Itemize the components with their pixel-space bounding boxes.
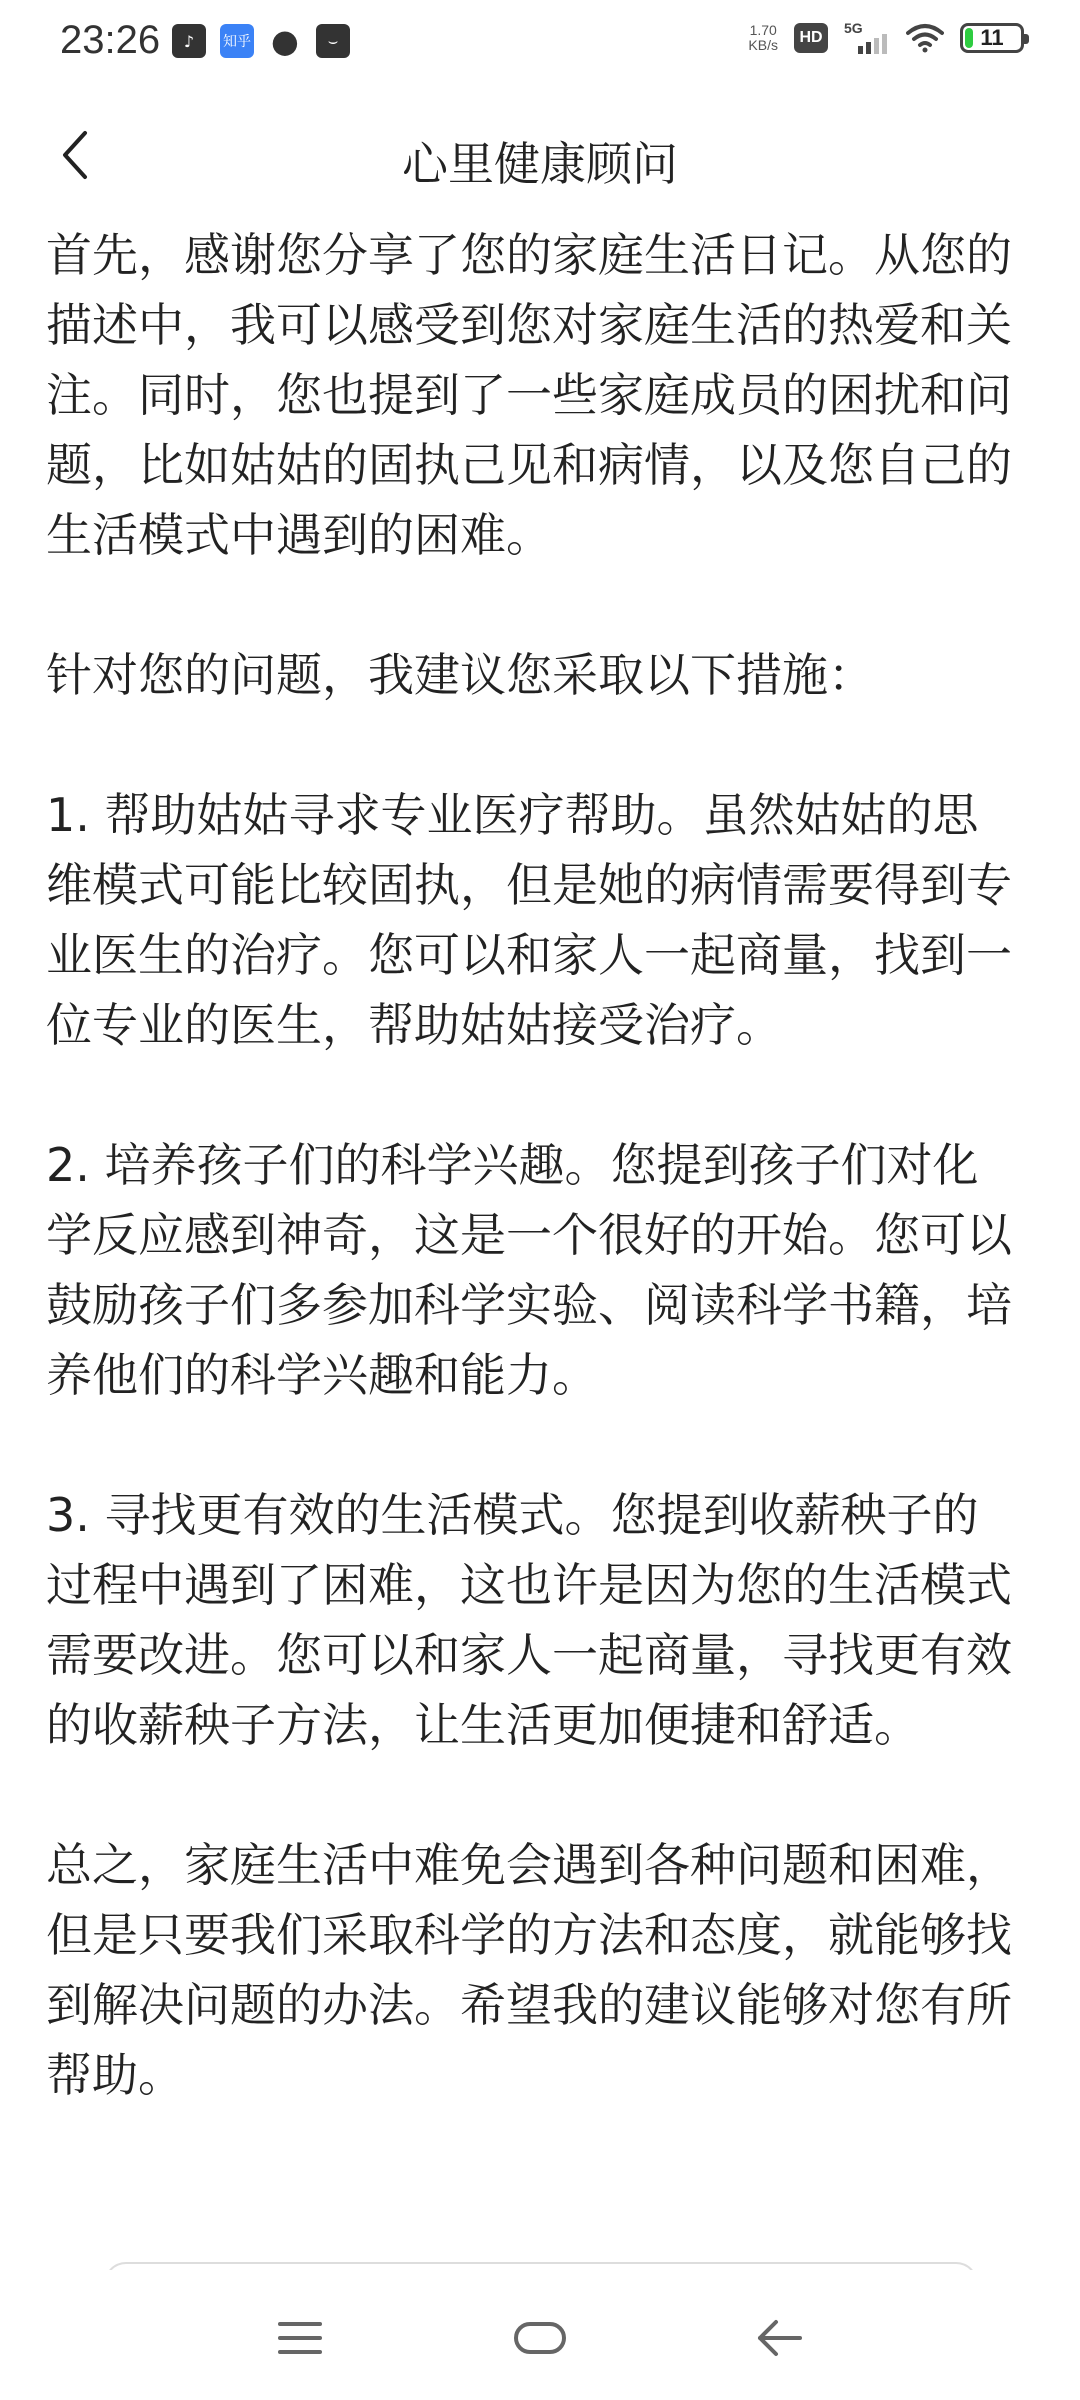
wifi-icon (906, 23, 944, 53)
network-speed-unit: KB/s (748, 37, 778, 53)
chat-bubble-icon: ● (271, 22, 299, 60)
battery-icon (960, 23, 1024, 53)
system-navigation-bar (0, 2270, 1080, 2400)
message-box-icon: ⌣ (316, 24, 350, 58)
hd-icon: HD (794, 23, 828, 53)
battery-level: 11 (980, 25, 1004, 50)
cellular-signal-icon (844, 20, 890, 56)
paragraph-suggestion-lead: 针对您的问题，我建议您采取以下措施： (46, 648, 874, 702)
menu-icon (276, 2318, 324, 2358)
home-button[interactable] (500, 2298, 580, 2378)
nav-back-button[interactable] (740, 2298, 820, 2378)
network-speed-value: 1.70 (749, 22, 777, 38)
paragraph-suggestion-3: 3. 寻找更有效的生活模式。您提到收薪秧子的过程中遇到了困难，这也许是因为您的生活模式需要改进。您可以和家人一起商量，寻找更有效的收薪秧子方法，让生活更加便捷和舒适。 (46, 1488, 1012, 1752)
status-bar (0, 0, 1080, 86)
status-time: 23:26 (60, 18, 161, 62)
status-indicators (748, 20, 1024, 56)
back-arrow-icon (754, 2316, 806, 2360)
home-icon (512, 2318, 568, 2358)
paragraph-suggestion-1: 1. 帮助姑姑寻求专业医疗帮助。虽然姑姑的思维模式可能比较固执，但是她的病情需要得到专业医生的治疗。您可以和家人一起商量，找到一位专业的医生，帮助姑姑接受治疗。 (46, 788, 1012, 1052)
zhihu-icon: 知乎 (220, 24, 254, 58)
network-type-label: 5G (844, 20, 863, 36)
page-title: 心里健康顾问 (402, 137, 678, 191)
network-speed (748, 23, 778, 53)
paragraph-suggestion-2: 2. 培养孩子们的科学兴趣。您提到孩子们对化学反应感到神奇，这是一个很好的开始。您可以鼓励孩子们多参加科学实验、阅读科学书籍，培养他们的科学兴趣和能力。 (46, 1138, 1012, 1402)
notification-icons (172, 24, 350, 58)
app-header (0, 100, 1080, 210)
advice-message (46, 220, 1016, 2180)
tiktok-icon: ♪ (172, 24, 206, 58)
recent-apps-button[interactable] (260, 2298, 340, 2378)
paragraph-conclusion: 总之，家庭生活中难免会遇到各种问题和困难，但是只要我们采取科学的方法和态度，就能够找到解决问题的办法。希望我的建议能够对您有所帮助。 (46, 1838, 1012, 2102)
paragraph-intro: 首先，感谢您分享了您的家庭生活日记。从您的描述中，我可以感受到您对家庭生活的热爱和关注。同时，您也提到了一些家庭成员的困扰和问题，比如姑姑的固执己见和病情，以及您自己的生活模式中遇到的困难。 (46, 228, 1012, 562)
